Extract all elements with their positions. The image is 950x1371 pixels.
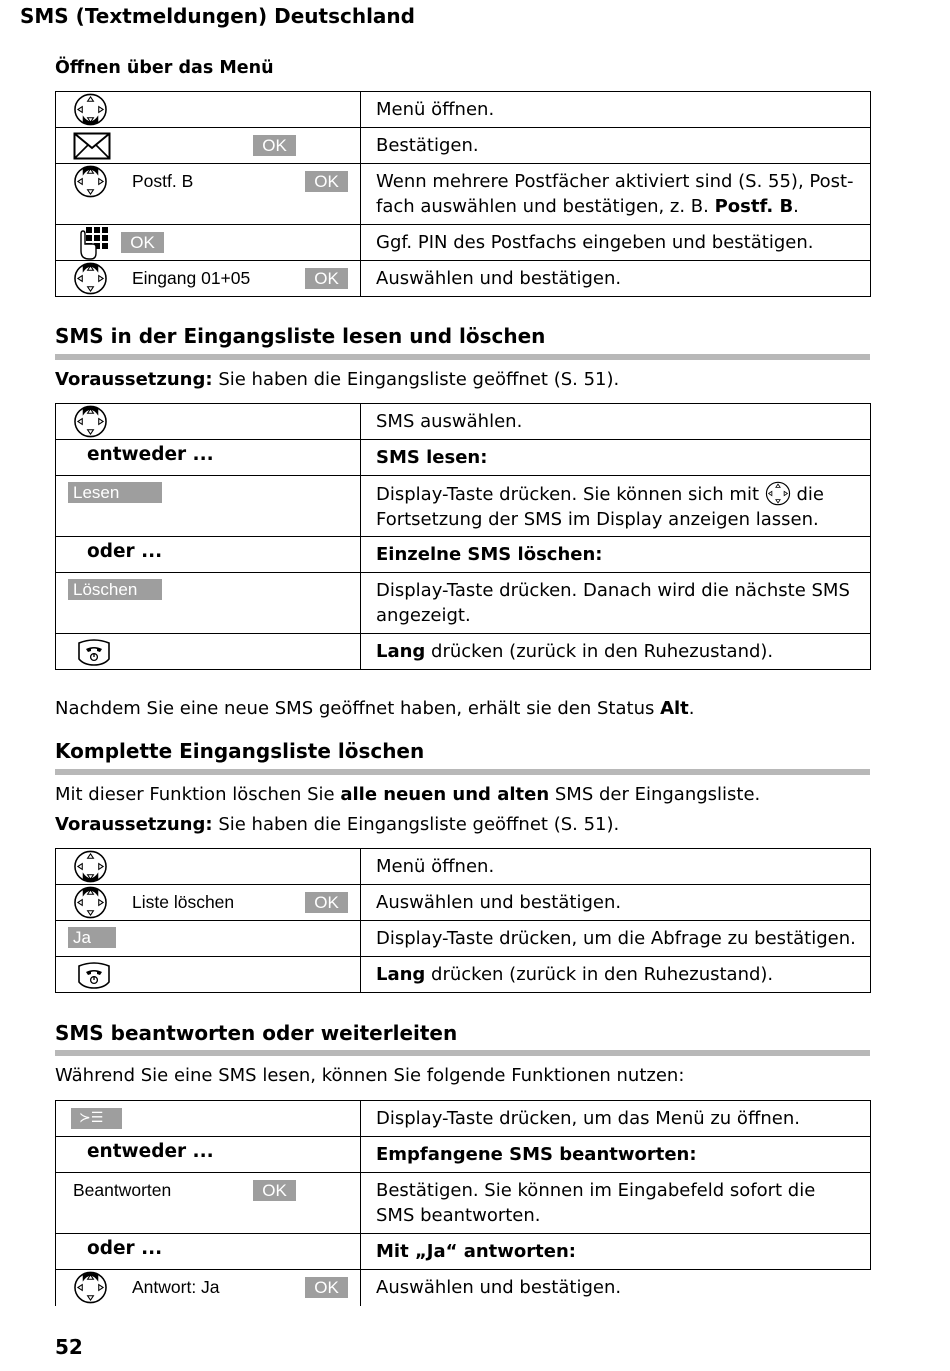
option-label: entweder ...: [87, 1141, 214, 1162]
section-divider: [55, 354, 870, 360]
table-row: Lang drücken (zurück in den Ruhezustand).: [56, 957, 871, 993]
menu-entry-label: Liste löschen: [132, 892, 235, 912]
prerequisite-text: Voraussetzung: Sie haben die Eingangsliste geöffnet (S. 51).: [55, 369, 620, 390]
menu-entry-label: Eingang 01+05: [132, 268, 251, 288]
menu-softkey[interactable]: ≻☰: [71, 1108, 122, 1129]
table-row: [56, 849, 871, 885]
instruction-text: Auswählen und bestätigen.: [361, 1270, 871, 1306]
instruction-text: Display-Taste drücken, um die Abfrage zu bestätigen.: [361, 921, 871, 957]
instruction-line: Display-Taste drücken. Danach wird die nächste SMS: [376, 580, 850, 601]
instruction-text: Auswählen und bestätigen.: [361, 261, 871, 297]
end-call-key-icon: [76, 638, 112, 666]
option-label: oder ...: [87, 541, 163, 562]
ok-softkey[interactable]: OK: [121, 232, 164, 253]
keypad-icon: [78, 226, 110, 260]
table-row: [56, 440, 871, 476]
page-number: 52: [55, 1335, 83, 1359]
nav-key-down-icon: [73, 405, 108, 438]
section-heading: [55, 739, 870, 763]
nav-key-down-icon: [73, 886, 108, 919]
section-heading: [55, 1021, 870, 1045]
instruction-line: Fortsetzung der SMS im Display anzeigen lassen.: [376, 509, 819, 530]
table-row: [56, 537, 871, 573]
table-row: [56, 1137, 871, 1173]
ok-softkey[interactable]: OK: [253, 1180, 296, 1201]
status-note: Nachdem Sie eine neue SMS geöffnet haben, erhält sie den Status Alt.: [55, 698, 695, 719]
reply-forward-table: [55, 1100, 871, 1306]
table-row: Lang drücken (zurück in den Ruhezustand).: [56, 634, 871, 670]
table-row: [56, 1173, 871, 1234]
menu-entry-label: Antwort: Ja: [132, 1277, 220, 1297]
instruction-line: Display-Taste drücken. Sie können sich mit die: [376, 481, 862, 507]
instruction-line: Wenn mehrere Postfächer aktiviert sind (S. 55), Post-: [376, 171, 854, 192]
option-heading: Empfangene SMS beantworten:: [361, 1137, 871, 1173]
prerequisite-text: Voraussetzung: Sie haben die Eingangsliste geöffnet (S. 51).: [55, 814, 620, 835]
ok-softkey[interactable]: OK: [305, 268, 348, 289]
option-label: entweder ...: [87, 444, 214, 465]
intro-text: Mit dieser Funktion löschen Sie alle neuen und alten SMS der Eingangsliste.: [55, 784, 761, 805]
section-divider: [55, 1050, 870, 1056]
instruction-text: Ggf. PIN des Postfachs eingeben und bestätigen.: [361, 225, 871, 261]
instruction-text: Menü öffnen.: [361, 92, 871, 128]
table-row: [56, 476, 871, 537]
page-header: SMS (Textmeldungen) Deutschland: [20, 4, 415, 28]
ok-softkey[interactable]: OK: [305, 1277, 348, 1298]
table-row: [56, 92, 871, 128]
ok-softkey[interactable]: OK: [305, 171, 348, 192]
instruction-line: angezeigt.: [376, 605, 471, 626]
nav-key-up-icon: [73, 93, 108, 126]
instruction-text: Bestätigen.: [361, 128, 871, 164]
instruction-text: Auswählen und bestätigen.: [361, 885, 871, 921]
lesen-softkey[interactable]: Lesen: [68, 482, 162, 503]
table-row: [56, 1234, 871, 1270]
option-heading: SMS lesen:: [361, 440, 871, 476]
instruction-text: SMS auswählen.: [361, 404, 871, 440]
nav-key-down-icon: [73, 1271, 108, 1304]
read-delete-table: [55, 403, 871, 670]
envelope-icon: [73, 132, 111, 160]
intro-text: Während Sie eine SMS lesen, können Sie folgende Funktionen nutzen:: [55, 1065, 685, 1086]
table-row: [56, 1270, 871, 1306]
bold-term: Postf. B: [714, 196, 794, 217]
option-heading: Einzelne SMS löschen:: [361, 537, 871, 573]
table-row: [56, 164, 871, 225]
ok-softkey[interactable]: OK: [253, 135, 296, 156]
section-heading: [55, 324, 870, 348]
loeschen-softkey[interactable]: Löschen: [68, 579, 162, 600]
instruction-line: SMS beantworten.: [376, 1205, 541, 1226]
nav-key-icon: [765, 481, 791, 506]
table-row: [56, 261, 871, 297]
table-row: [56, 921, 871, 957]
table-row: [56, 885, 871, 921]
table-row: [56, 128, 871, 164]
menu-section-title: Öffnen über das Menü: [55, 58, 274, 78]
section-title: Komplette Eingangsliste löschen: [55, 739, 425, 763]
section-divider: [55, 769, 870, 775]
nav-key-down-icon: [73, 262, 108, 295]
nav-key-up-icon: [73, 850, 108, 883]
option-label: oder ...: [87, 1238, 163, 1259]
menu-entry-label: Postf. B: [132, 171, 194, 191]
section-title: SMS beantworten oder weiterleiten: [55, 1021, 458, 1045]
ja-softkey[interactable]: Ja: [68, 927, 116, 948]
table-row: [56, 1101, 871, 1137]
instruction-text: Display-Taste drücken, um das Menü zu öffnen.: [361, 1101, 871, 1137]
section-title: SMS in der Eingangsliste lesen und löschen: [55, 324, 546, 348]
table-row: [56, 573, 871, 634]
ok-softkey[interactable]: OK: [305, 892, 348, 913]
table-row: [56, 404, 871, 440]
nav-key-down-icon: [73, 165, 108, 198]
menu-entry-label: Beantworten: [73, 1180, 172, 1200]
delete-list-table: [55, 848, 871, 993]
menu-open-table: [55, 91, 871, 297]
option-heading: Mit „Ja“ antworten:: [361, 1234, 871, 1270]
instruction-text: Menü öffnen.: [361, 849, 871, 885]
instruction-line: fach auswählen und bestätigen, z. B. Postf. B.: [376, 196, 799, 217]
table-row: [56, 225, 871, 261]
end-call-key-icon: [76, 961, 112, 989]
instruction-line: Bestätigen. Sie können im Eingabefeld sofort die: [376, 1180, 816, 1201]
